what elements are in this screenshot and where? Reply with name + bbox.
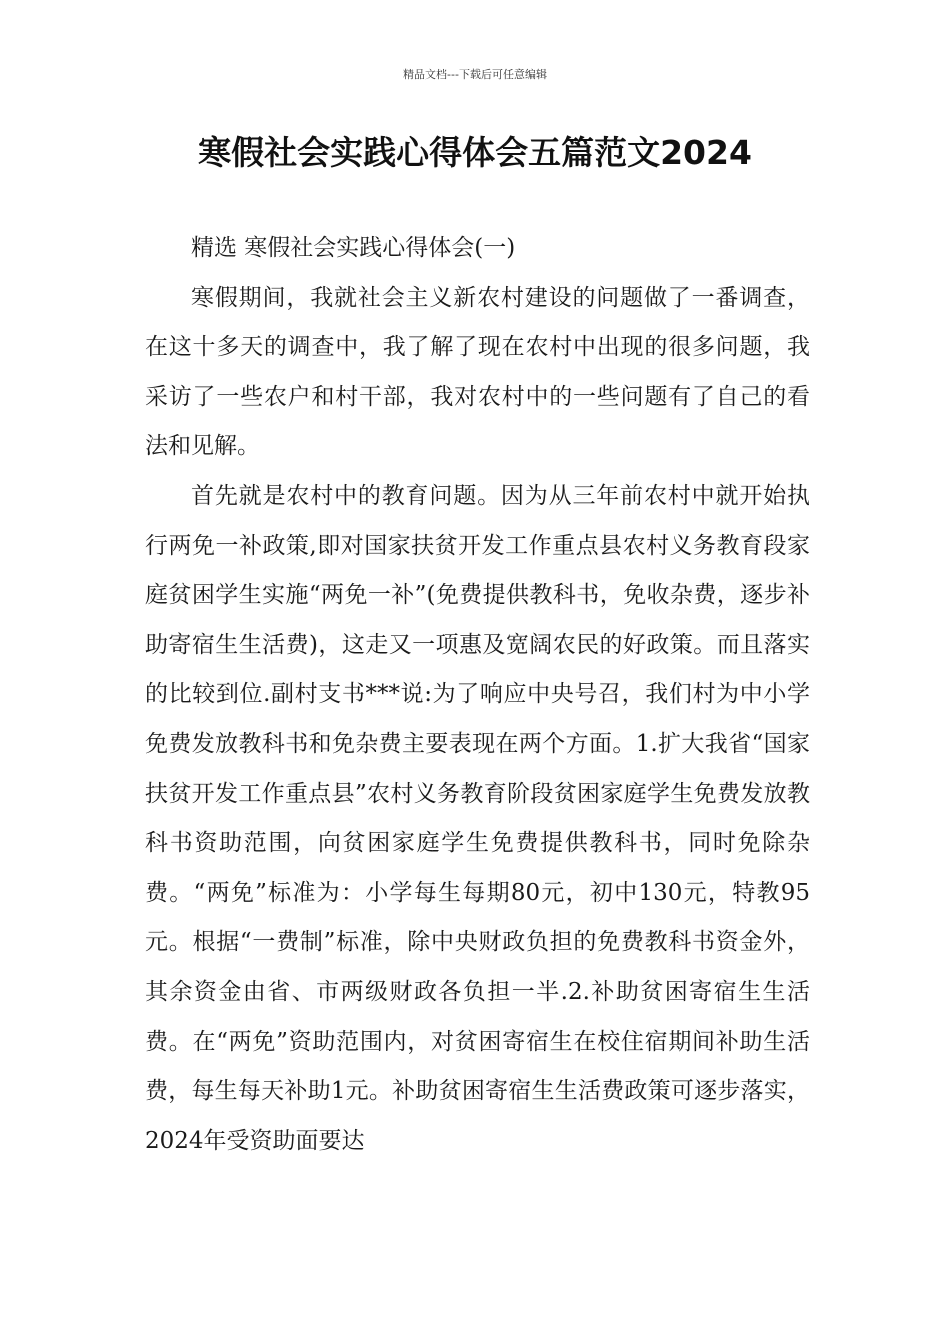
paragraph: 首先就是农村中的教育问题。因为从三年前农村中就开始执行两免一补政策,即对国家扶贫开发工作重点县农村义务教育段家庭贫困学生实施“两免一补”(免费提供教科书，免收杂费，逐步补助寄宿生生活费)，这走又一项惠及宽阔农民的好政策。而且落实的比较到位.副村支书***说:为了响应中央号召，我们村为中小学免费发放教科书和免杂费主要表现在两个方面。1.扩大我省“国家扶贫开发工作重点县”农村义务教育阶段贫困家庭学生免费发放教科书资助范围，向贫困家庭学生免费提供教科书，同时免除杂费。“两免”标准为：小学每生每期80元，初中130元，特教95元。根据“一费制”标准，除中央财政负担的免费教科书资金外，其余资金由省、市两级财政各负担一半.2.补助贫困寄宿生生活费。在“两免”资助范围内，对贫困寄宿生在校住宿期间补助生活费，每生每天补助1元。补助贫困寄宿生生活费政策可逐步落实，2024年受资助面要达 [145,482,810,1154]
document-title: 寒假社会实践心得体会五篇范文2024 [198,133,752,172]
document-body [145,224,810,1166]
section-subtitle: 精选 寒假社会实践心得体会(一) [191,235,516,261]
page-header: 精品文档---下载后可任意编辑 [403,68,547,81]
paragraph: 寒假期间，我就社会主义新农村建设的问题做了一番调查，在这十多天的调查中，我了解了现在农村中出现的很多问题，我采访了一些农户和村干部，我对农村中的一些问题有了自己的看法和见解。 [145,284,810,460]
